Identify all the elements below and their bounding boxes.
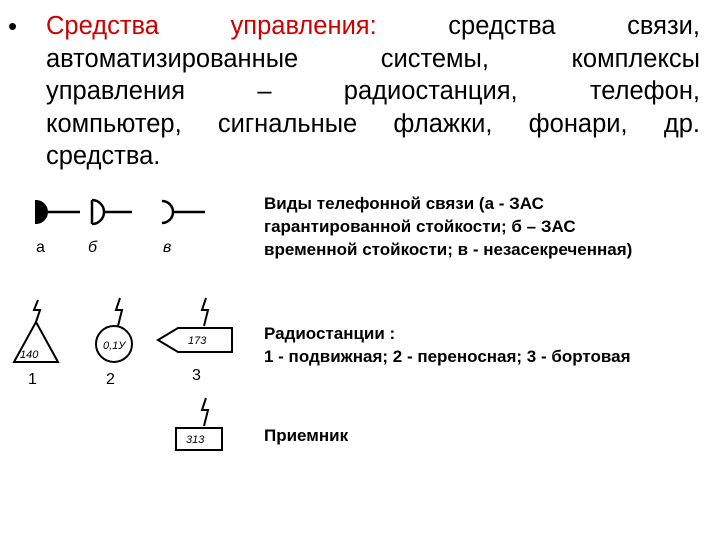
telephone-caption-line-1: Виды телефонной связи (а - ЗАС	[264, 194, 544, 213]
paragraph-line-2: автоматизированные системы, комплексы	[46, 44, 700, 73]
paragraph-line-5: средства.	[46, 142, 161, 170]
receiver-caption: Приемник	[264, 426, 349, 445]
radio-caption	[264, 322, 631, 368]
bullet-icon: •	[8, 11, 18, 41]
radio-3-number: 3	[192, 367, 201, 384]
telephone-caption-line-2: гарантированной стойкости; б – ЗАС	[264, 217, 576, 236]
heading-title: Средства управления:	[46, 12, 377, 40]
radio-3-inner: 173	[188, 335, 207, 347]
heading-rest: средства связи,	[448, 12, 700, 40]
telephone-symbol-v	[162, 201, 205, 223]
telephone-caption	[264, 192, 632, 261]
radio-1-number: 1	[28, 371, 37, 388]
telephone-label-v: в	[163, 239, 172, 256]
receiver-inner: 313	[186, 434, 205, 446]
telephone-caption-line-3: временной стойкости; в - незасекреченная)	[264, 240, 633, 259]
paragraph-line-4: компьютер, сигнальные флажки, фонари, др.	[46, 109, 700, 138]
telephone-symbol-b	[92, 200, 132, 224]
radio-caption-line-2: 1 - подвижная; 2 - переносная; 3 - бортовая	[264, 347, 631, 366]
radio-symbol-2	[96, 298, 132, 362]
telephone-label-b: б	[88, 239, 97, 256]
radio-2-number: 2	[106, 371, 115, 388]
radio-1-inner: 140	[20, 349, 39, 361]
paragraph-line-3: управления – радиостанция, телефон,	[46, 77, 700, 105]
telephone-symbol-a	[36, 200, 80, 224]
telephone-label-a: а	[36, 239, 45, 256]
radio-2-inner: 0,1У	[103, 340, 126, 352]
radio-caption-line-1: Радиостанции :	[264, 324, 396, 343]
